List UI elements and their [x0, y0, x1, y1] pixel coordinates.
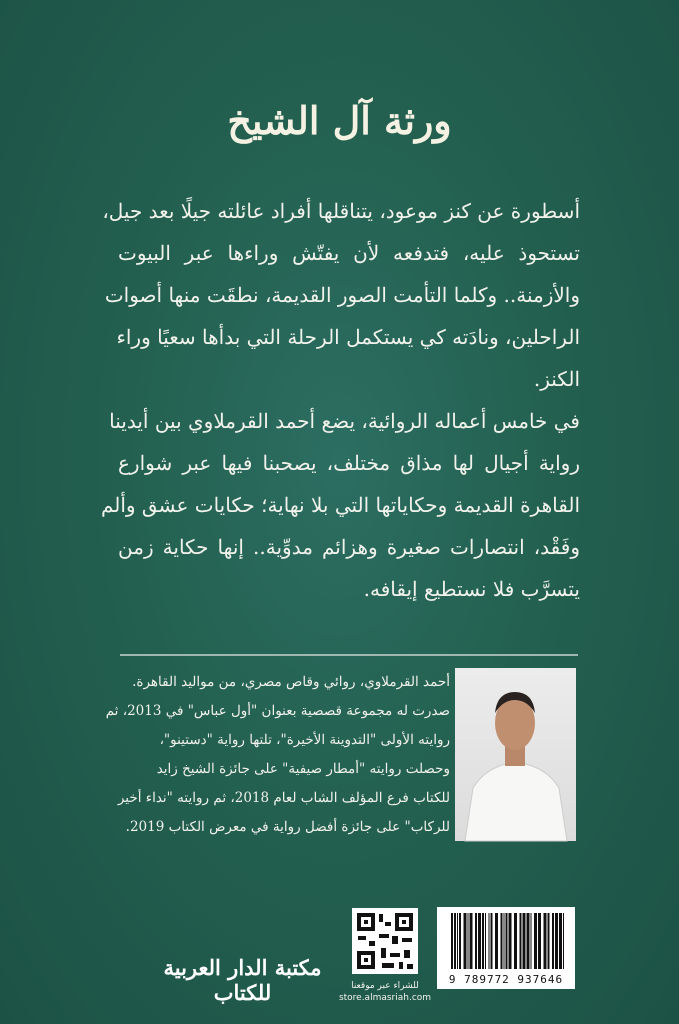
bio-line: وحصلت روايته "أمطار صيفية" على جائزة الشيخ زايد — [156, 761, 450, 777]
text-line: في خامس أعماله الروائية، يضع أحمد القرملاوي بين أيدينا — [109, 409, 580, 433]
barcode-bar — [451, 913, 453, 969]
book-title: ورثة آل الشيخ — [227, 98, 452, 143]
barcode-bar — [563, 913, 564, 969]
isbn-barcode — [437, 907, 575, 989]
barcode-bar — [478, 913, 481, 969]
text-line: تستحوذ عليه، فتدفعه لأن يفتّش وراءها عبر البيوت — [118, 241, 580, 265]
text-line: يتسرَّب فلا نستطيع إيقافه. — [363, 577, 580, 601]
barcode-bar — [506, 913, 508, 969]
text-line: والأزمنة.. وكلما التأمت الصور القديمة، نطقَت منها أصوات — [104, 283, 580, 307]
barcode-bar — [509, 913, 512, 969]
barcode-bar — [544, 913, 547, 969]
barcode-bars — [437, 907, 575, 973]
barcode-bar — [520, 913, 522, 969]
barcode-bar — [504, 913, 505, 969]
barcode-bar — [489, 913, 490, 969]
barcode-bar — [527, 913, 530, 969]
publisher-logo: مكتبة الدار العربية للكتاب — [163, 955, 322, 1005]
barcode-bar — [559, 913, 562, 969]
text-line: الراحلين، ونادَته كي يستكمل الرحلة التي بدأها سعيًا وراء — [116, 325, 580, 349]
barcode-bar — [470, 913, 473, 969]
barcode-bar — [475, 913, 477, 969]
qr-caption-block — [330, 980, 440, 1004]
bio-line: أحمد القرملاوي، روائي وقاص مصري، من مواليد القاهرة. — [132, 674, 450, 690]
barcode-bar — [501, 913, 503, 969]
barcode-bar — [548, 913, 550, 969]
qr-code[interactable] — [352, 908, 418, 974]
bio-line: روايته الأولى "التدوينة الأخيرة"، تلتها رواية "دستينو"، — [159, 732, 450, 748]
text-line: أسطورة عن كنز موعود، يتناقلها أفراد عائلته جيلًا بعد جيل، — [102, 199, 580, 223]
bio-line: للكتاب فرع المؤلف الشاب لعام 2018، ثم روايته "نداء أخير — [117, 790, 450, 806]
store-url[interactable]: store.almasriah.com — [338, 993, 432, 1003]
author-bio — [105, 668, 450, 842]
barcode-bar — [491, 913, 493, 969]
text-line: الكنز. — [533, 367, 580, 391]
barcode-bar — [468, 913, 469, 969]
synopsis-paragraph-2 — [100, 400, 580, 610]
isbn-number: 9 789772 937646 — [448, 973, 564, 986]
bio-line: للركاب" على جائزة أفضل رواية في معرض الكتاب 2019. — [125, 819, 450, 835]
barcode-bar — [555, 913, 558, 969]
text-line: رواية أجيال لها مذاق مختلف، يصحبنا فيها عبر شوارع — [118, 451, 580, 475]
barcode-bar — [464, 913, 467, 969]
barcode-bar — [514, 913, 517, 969]
text-line: القاهرة القديمة وحكاياتها التي بلا نهاية؛ حكايات عشق وألم — [100, 493, 580, 517]
barcode-bar — [534, 913, 537, 969]
author-photo — [455, 668, 576, 841]
synopsis-paragraph-1 — [102, 190, 580, 400]
barcode-bar — [538, 913, 541, 969]
barcode-bar — [482, 913, 484, 969]
text-line: وفَقْد، انتصارات صغيرة وهزائم مدوِّية.. إنها حكاية زمن — [118, 535, 580, 559]
barcode-bar — [552, 913, 554, 969]
barcode-bar — [454, 913, 456, 969]
divider — [120, 654, 578, 656]
barcode-bar — [523, 913, 526, 969]
barcode-bar — [495, 913, 498, 969]
bio-line: صدرت له مجموعة قصصية بعنوان "أول عباس" في 2013، ثم — [105, 703, 450, 719]
barcode-bar — [531, 913, 532, 969]
qr-caption: للشراء عبر موقعنا — [351, 981, 419, 991]
barcode-bar — [485, 913, 486, 969]
barcode-bar — [457, 913, 458, 969]
barcode-bar — [459, 913, 461, 969]
